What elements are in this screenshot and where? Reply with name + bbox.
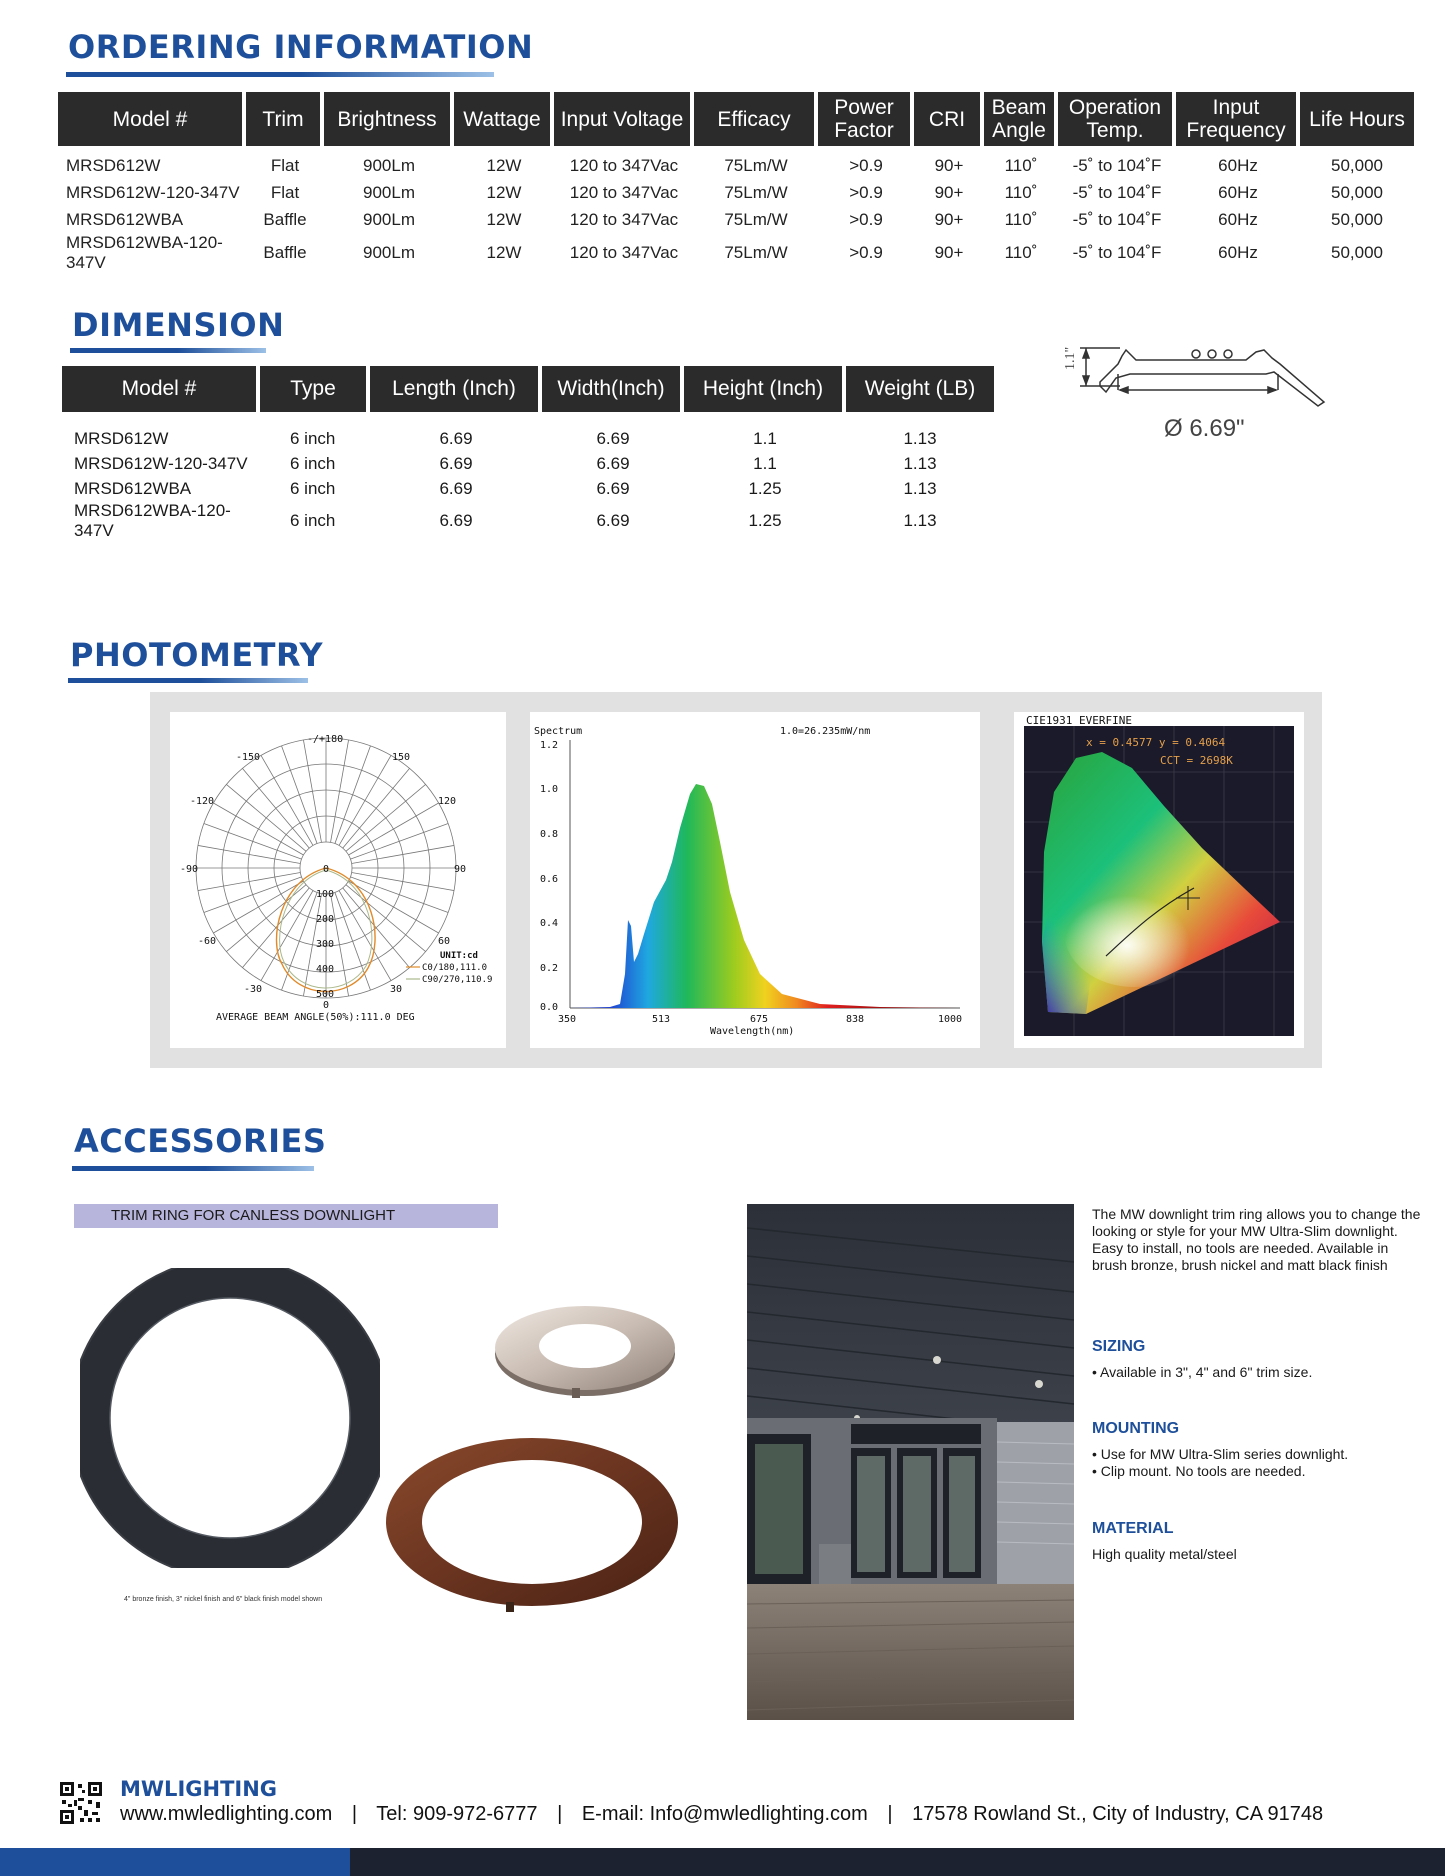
dimension-drawing bbox=[1060, 336, 1340, 448]
cell: 6 inch bbox=[290, 428, 336, 448]
table-row bbox=[58, 233, 1414, 273]
spectrum-chart bbox=[530, 712, 980, 1048]
cell: 6.69 bbox=[596, 478, 630, 498]
spectrum-xlabel: Wavelength(nm) bbox=[710, 1026, 795, 1037]
polar-radial-label: 500 bbox=[316, 989, 335, 1000]
cell: 12W bbox=[486, 243, 522, 262]
cell: Flat bbox=[270, 155, 300, 175]
dimension-table bbox=[62, 366, 994, 541]
black-trim-ring-image bbox=[80, 1268, 380, 1568]
cell: -5˚ to 104˚F bbox=[1072, 209, 1162, 229]
polar-radial-label: 400 bbox=[316, 964, 335, 975]
cell: -5˚ to 104˚F bbox=[1072, 182, 1162, 202]
col-trim: Trim bbox=[246, 92, 324, 146]
cell: 110˚ bbox=[1004, 243, 1038, 262]
cell: 90+ bbox=[934, 182, 964, 202]
col-efficacy: Efficacy bbox=[694, 92, 818, 146]
cell: 90+ bbox=[934, 243, 964, 262]
cell: 50,000 bbox=[1331, 155, 1383, 175]
cie-title: CIE1931 EVERFINE bbox=[1026, 714, 1132, 727]
cell: 75Lm/W bbox=[724, 182, 788, 202]
polar-grid-spoke bbox=[350, 824, 448, 860]
cell: 6.69 bbox=[596, 428, 630, 448]
cell: 60Hz bbox=[1218, 182, 1258, 202]
col-width: Width(Inch) bbox=[542, 366, 684, 412]
y-tick-label: 1.0 bbox=[540, 784, 559, 795]
cell: MRSD612WBA-120-347V bbox=[74, 501, 231, 540]
y-tick-label: 0.0 bbox=[540, 1002, 559, 1013]
cell: 75Lm/W bbox=[724, 209, 788, 229]
material-text: High quality metal/steel bbox=[1092, 1546, 1237, 1562]
cell: 60Hz bbox=[1218, 209, 1258, 229]
x-tick-label: 513 bbox=[652, 1014, 671, 1025]
mounting-text-2: • Clip mount. No tools are needed. bbox=[1092, 1463, 1306, 1479]
cell: 6.69 bbox=[439, 511, 473, 530]
footer-contact-line bbox=[120, 1803, 1323, 1826]
cell: MRSD612W bbox=[66, 155, 161, 175]
polar-radial-label: 100 bbox=[316, 889, 335, 900]
spectrum-card bbox=[530, 712, 980, 1048]
accessories-title-rule bbox=[72, 1166, 314, 1171]
polar-grid-spoke bbox=[352, 845, 454, 863]
cell: 90+ bbox=[934, 155, 964, 175]
x-tick-label: 350 bbox=[558, 1014, 577, 1025]
polar-grid-spoke bbox=[282, 746, 318, 844]
polar-unit: UNIT:cd bbox=[440, 951, 478, 961]
col-operation-temp: Operation Temp. bbox=[1058, 92, 1176, 146]
cell: >0.9 bbox=[849, 182, 883, 202]
cell: 120 to 347Vac bbox=[569, 243, 679, 262]
cell: 110˚ bbox=[1004, 209, 1038, 229]
col-cri: CRI bbox=[914, 92, 984, 146]
footer-website[interactable]: www.mwledlighting.com bbox=[120, 1803, 333, 1825]
dimension-header-row bbox=[62, 366, 994, 412]
cell: 12W bbox=[486, 155, 522, 175]
polar-radial-label: 200 bbox=[316, 914, 335, 925]
qr-code-icon bbox=[58, 1780, 104, 1826]
polar-grid-spoke bbox=[198, 873, 300, 891]
cell: 120 to 347Vac bbox=[569, 155, 679, 175]
cell: MRSD612W bbox=[74, 428, 169, 448]
cell: Flat bbox=[270, 182, 300, 202]
cell: 1.13 bbox=[903, 428, 937, 448]
nickel-trim-ring-image bbox=[490, 1296, 680, 1406]
cell: >0.9 bbox=[849, 243, 883, 262]
polar-grid-spoke bbox=[331, 740, 349, 842]
polar-chart bbox=[170, 712, 506, 1048]
cell: 6 inch bbox=[290, 511, 336, 530]
cell: MRSD612W-120-347V bbox=[74, 453, 248, 473]
polar-label: -120 bbox=[190, 796, 215, 807]
accessories-title: ACCESSORIES bbox=[74, 1122, 327, 1160]
cell: 6.69 bbox=[596, 453, 630, 473]
polar-footer: AVERAGE BEAM ANGLE(50%):111.0 DEG bbox=[216, 1012, 415, 1023]
ordering-title-rule bbox=[66, 72, 494, 77]
cell: 60Hz bbox=[1218, 155, 1258, 175]
cell: 1.13 bbox=[903, 478, 937, 498]
table-row bbox=[62, 476, 994, 501]
cell: 6.69 bbox=[596, 511, 630, 530]
col-wattage: Wattage bbox=[454, 92, 554, 146]
col-height: Height (Inch) bbox=[684, 366, 846, 412]
cell: 1.1 bbox=[753, 453, 777, 473]
sizing-text: • Available in 3", 4" and 6" trim size. bbox=[1092, 1364, 1313, 1380]
col-model: Model # bbox=[58, 92, 246, 146]
col-model: Model # bbox=[62, 366, 260, 412]
cell: -5˚ to 104˚F bbox=[1072, 243, 1162, 262]
spectrum-note: 1.0=26.235mW/nm bbox=[780, 726, 871, 737]
trim-caption: 4" bronze finish, 3" nickel finish and 6" black finish model shown bbox=[124, 1596, 323, 1603]
ordering-header-row bbox=[58, 92, 1414, 146]
cell: Baffle bbox=[263, 243, 307, 262]
x-tick-label: 1000 bbox=[938, 1014, 963, 1025]
polar-label: 90 bbox=[454, 864, 467, 875]
polar-label: 150 bbox=[392, 752, 411, 763]
cell: 50,000 bbox=[1331, 182, 1383, 202]
footer-bar-accent bbox=[0, 1848, 350, 1876]
cell: 1.13 bbox=[903, 511, 937, 530]
cell: 110˚ bbox=[1004, 182, 1038, 202]
polar-label: -/+180 bbox=[307, 734, 344, 745]
cell: 120 to 347Vac bbox=[569, 182, 679, 202]
cell: 60Hz bbox=[1218, 243, 1258, 262]
spectrum-curve bbox=[570, 784, 960, 1008]
polar-grid-spoke bbox=[350, 877, 448, 913]
cie-chart bbox=[1014, 712, 1304, 1048]
cell: 6.69 bbox=[439, 428, 473, 448]
polar-grid-spoke bbox=[198, 845, 300, 863]
polar-grid-spoke bbox=[335, 892, 371, 990]
cell: >0.9 bbox=[849, 209, 883, 229]
accessories-description: The MW downlight trim ring allows you to change the looking or style for your MW Ultra-Slim downlight. Easy to install, no tools are needed. Available in brush bronze, brush nickel and matt black finish bbox=[1092, 1206, 1421, 1273]
table-row bbox=[58, 206, 1414, 233]
polar-radial-label: 0 bbox=[323, 1000, 330, 1011]
cell: 50,000 bbox=[1331, 243, 1383, 262]
footer-separator: | bbox=[557, 1803, 563, 1825]
polar-grid-spoke bbox=[303, 740, 321, 842]
cell: 75Lm/W bbox=[724, 243, 788, 262]
col-input-voltage: Input Voltage bbox=[554, 92, 694, 146]
cell: 75Lm/W bbox=[724, 155, 788, 175]
polar-grid-spoke bbox=[335, 746, 371, 844]
cell: Baffle bbox=[263, 209, 307, 229]
cell: 12W bbox=[486, 182, 522, 202]
dimension-title: DIMENSION bbox=[72, 306, 285, 344]
footer-separator: | bbox=[351, 1803, 358, 1825]
polar-label: 60 bbox=[438, 936, 451, 947]
polar-label: -30 bbox=[244, 984, 263, 995]
cell: MRSD612WBA bbox=[74, 478, 192, 498]
footer-address: 17578 Rowland St., City of Industry, CA 91748 bbox=[912, 1803, 1324, 1825]
col-input-frequency: Input Frequency bbox=[1176, 92, 1300, 146]
ordering-title: ORDERING INFORMATION bbox=[68, 28, 534, 66]
cell: 6.69 bbox=[439, 478, 473, 498]
polar-label: 120 bbox=[438, 796, 457, 807]
cell: 1.1 bbox=[753, 428, 777, 448]
polar-label: 30 bbox=[390, 984, 403, 995]
polar-card bbox=[170, 712, 506, 1048]
cie-cct: CCT = 2698K bbox=[1160, 754, 1233, 767]
spectrum-title: Spectrum bbox=[534, 726, 583, 737]
height-label: 1.1" bbox=[1063, 346, 1078, 370]
col-power-factor: Power Factor bbox=[818, 92, 914, 146]
accessories-bar: TRIM RING FOR CANLESS DOWNLIGHT bbox=[74, 1204, 498, 1228]
cell: 12W bbox=[486, 209, 522, 229]
footer-tel: Tel: 909-972-6777 bbox=[376, 1803, 538, 1825]
table-row bbox=[62, 451, 994, 476]
material-heading: MATERIAL bbox=[1092, 1520, 1174, 1537]
y-tick-label: 0.2 bbox=[540, 963, 559, 974]
cell: 900Lm bbox=[363, 155, 415, 175]
footer-brand: MWLIGHTING bbox=[120, 1777, 278, 1801]
polar-radial-label: 300 bbox=[316, 939, 335, 950]
col-weight: Weight (LB) bbox=[846, 366, 994, 412]
cell: MRSD612WBA-120-347V bbox=[66, 233, 223, 272]
polar-radial-label: 0 bbox=[323, 864, 330, 875]
bronze-trim-ring-image bbox=[382, 1430, 682, 1616]
x-tick-label: 838 bbox=[846, 1014, 865, 1025]
diameter-label: Ø 6.69" bbox=[1164, 415, 1245, 442]
cell: >0.9 bbox=[849, 155, 883, 175]
cell: 1.13 bbox=[903, 453, 937, 473]
polar-legend-c0: C0/180,111.0 bbox=[422, 963, 488, 973]
cell: 1.25 bbox=[748, 478, 782, 498]
y-tick-label: 1.2 bbox=[540, 740, 559, 751]
table-row bbox=[62, 426, 994, 451]
polar-label: -150 bbox=[236, 752, 261, 763]
mounting-heading: MOUNTING bbox=[1092, 1420, 1180, 1437]
polar-label: -90 bbox=[180, 864, 199, 875]
col-brightness: Brightness bbox=[324, 92, 454, 146]
cell: 6 inch bbox=[290, 478, 336, 498]
cell: 90+ bbox=[934, 209, 964, 229]
col-life-hours: Life Hours bbox=[1300, 92, 1414, 146]
cell: 50,000 bbox=[1331, 209, 1383, 229]
mounting-text-1: • Use for MW Ultra-Slim series downlight. bbox=[1092, 1446, 1349, 1462]
cell: 1.25 bbox=[748, 511, 782, 530]
cell: 6.69 bbox=[439, 453, 473, 473]
cell: 6 inch bbox=[290, 453, 336, 473]
cell: MRSD612WBA bbox=[66, 209, 184, 229]
installation-photo bbox=[747, 1204, 1074, 1720]
footer-separator: | bbox=[887, 1803, 893, 1825]
photometry-title-rule bbox=[68, 678, 308, 683]
polar-label: -60 bbox=[198, 936, 217, 947]
polar-grid-spoke bbox=[352, 873, 454, 891]
col-length: Length (Inch) bbox=[370, 366, 542, 412]
photometry-title: PHOTOMETRY bbox=[70, 636, 324, 674]
cell: 900Lm bbox=[363, 243, 415, 262]
dimension-title-rule bbox=[70, 348, 266, 353]
cie-coords: x = 0.4577 y = 0.4064 bbox=[1086, 736, 1226, 749]
col-beam-angle: Beam Angle bbox=[984, 92, 1058, 146]
y-tick-label: 0.4 bbox=[540, 918, 559, 929]
cell: -5˚ to 104˚F bbox=[1072, 155, 1162, 175]
table-row bbox=[58, 179, 1414, 206]
footer-email[interactable]: E-mail: Info@mwledlighting.com bbox=[581, 1803, 868, 1825]
cell: 120 to 347Vac bbox=[569, 209, 679, 229]
sizing-heading: SIZING bbox=[1092, 1338, 1146, 1355]
y-tick-label: 0.6 bbox=[540, 874, 559, 885]
cell: MRSD612W-120-347V bbox=[66, 182, 240, 202]
cell: 900Lm bbox=[363, 209, 415, 229]
polar-legend-c90: C90/270,110.9 bbox=[422, 975, 493, 985]
table-row bbox=[58, 152, 1414, 179]
table-row bbox=[62, 501, 994, 541]
col-type: Type bbox=[260, 366, 370, 412]
cell: 900Lm bbox=[363, 182, 415, 202]
cie-card bbox=[1014, 712, 1304, 1048]
y-tick-label: 0.8 bbox=[540, 829, 559, 840]
polar-grid-spoke bbox=[204, 824, 302, 860]
cell: 110˚ bbox=[1004, 155, 1038, 175]
x-tick-label: 675 bbox=[750, 1014, 769, 1025]
ordering-table bbox=[58, 92, 1414, 273]
